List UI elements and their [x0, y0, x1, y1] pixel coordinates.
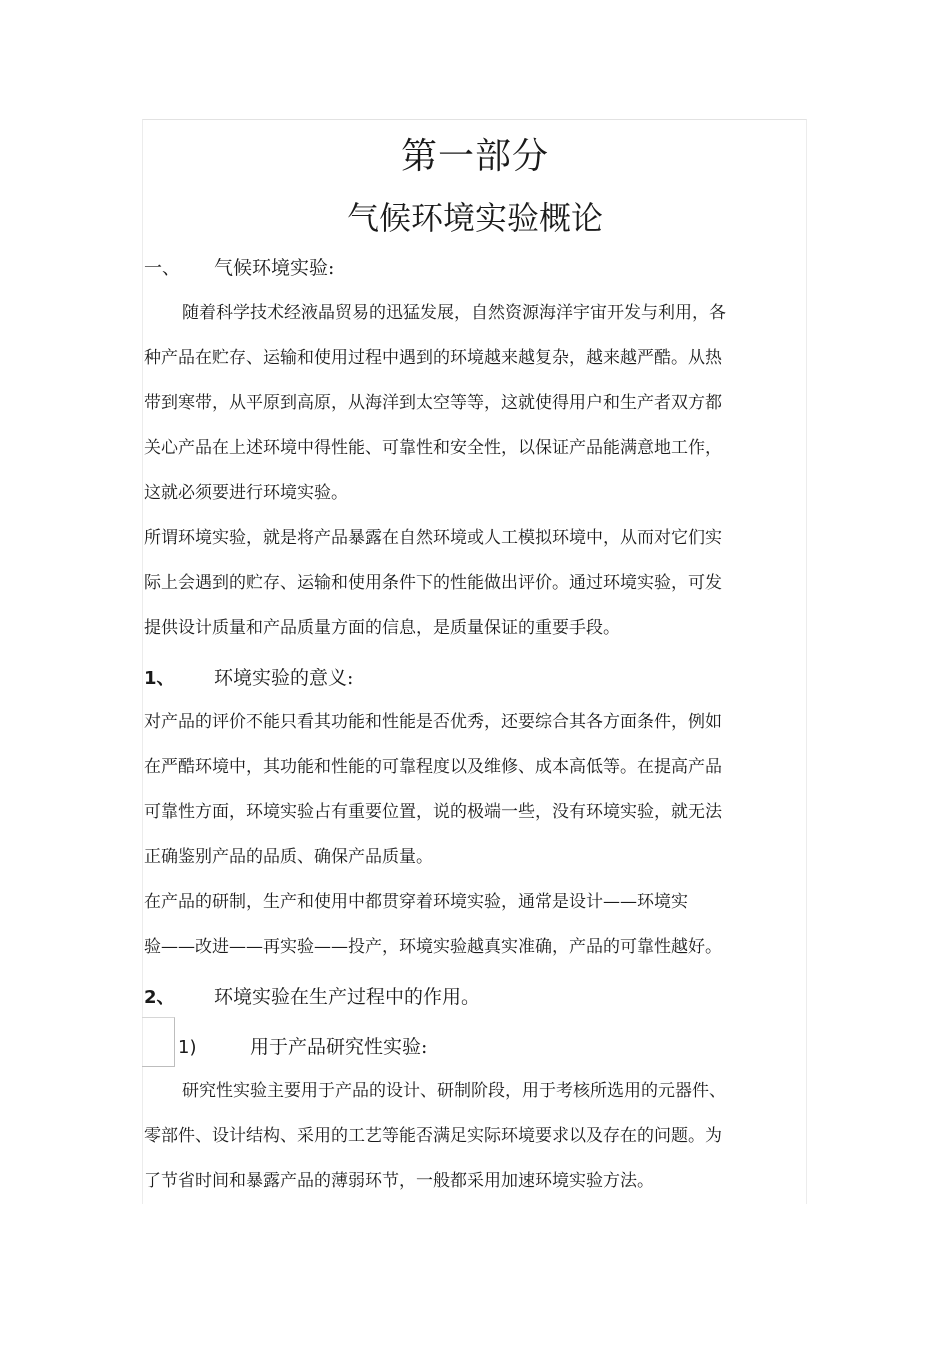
paragraph-line: 零部件、设计结构、采用的工艺等能否满足实际环境要求以及存在的问题。为 [144, 1126, 722, 1146]
part-title: 第一部分 [400, 136, 549, 177]
chapter-title: 气候环境实验概论 [346, 199, 603, 237]
section-title: 环境实验的意义: [214, 667, 354, 689]
subsection-number: 1) [178, 1037, 197, 1058]
paragraph-line: 随着科学技术经液晶贸易的迅猛发展，自然资源海洋宇宙开发与利用，各 [182, 303, 726, 323]
section-title: 气候环境实验: [214, 257, 335, 279]
section-heading-climate-test [144, 254, 334, 283]
paragraph-line: 在产品的研制，生产和使用中都贯穿着环境实验，通常是设计——环境实 [144, 892, 688, 912]
paragraph-line: 可靠性方面，环境实验占有重要位置，说的极端一些，没有环境实验，就无法 [144, 802, 722, 822]
paragraph-line: 正确鉴别产品的品质、确保产品质量。 [144, 847, 433, 867]
subsection-title: 用于产品研究性实验: [250, 1036, 428, 1058]
section-heading-significance [144, 664, 353, 693]
paragraph-line: 在严酷环境中，其功能和性能的可靠程度以及维修、成本高低等。在提高产品 [144, 757, 722, 777]
section-title: 环境实验在生产过程中的作用。 [214, 986, 481, 1008]
paragraph-line: 了节省时间和暴露产品的薄弱环节，一般都采用加速环境实验方法。 [144, 1171, 654, 1191]
paragraph-line: 种产品在贮存、运输和使用过程中遇到的环境越来越复杂，越来越严酷。从热 [144, 348, 722, 368]
section-heading-role-in-production [144, 983, 480, 1012]
paragraph-line: 关心产品在上述环境中得性能、可靠性和安全性，以保证产品能满意地工作， [144, 438, 722, 458]
paragraph-line: 对产品的评价不能只看其功能和性能是否优秀，还要综合其各方面条件，例如 [144, 712, 722, 732]
subsection-heading-research-test [178, 1033, 427, 1062]
section-number: 一、 [144, 258, 180, 279]
section-number: 1、 [144, 668, 175, 689]
paragraph-line: 带到寒带，从平原到高原，从海洋到太空等等，这就使得用户和生产者双方都 [144, 393, 722, 413]
paragraph-line: 这就必须要进行环境实验。 [144, 483, 348, 503]
paragraph-line: 际上会遇到的贮存、运输和使用条件下的性能做出评价。通过环境实验，可发 [144, 573, 722, 593]
margin-box [142, 1017, 175, 1067]
paragraph-line: 验——改进——再实验——投产，环境实验越真实准确，产品的可靠性越好。 [144, 937, 722, 957]
paragraph-line: 研究性实验主要用于产品的设计、研制阶段，用于考核所选用的元器件、 [182, 1081, 726, 1101]
section-number: 2、 [144, 987, 175, 1008]
paragraph-line: 所谓环境实验，就是将产品暴露在自然环境或人工模拟环境中，从而对它们实 [144, 528, 722, 548]
paragraph-line: 提供设计质量和产品质量方面的信息，是质量保证的重要手段。 [144, 618, 620, 638]
